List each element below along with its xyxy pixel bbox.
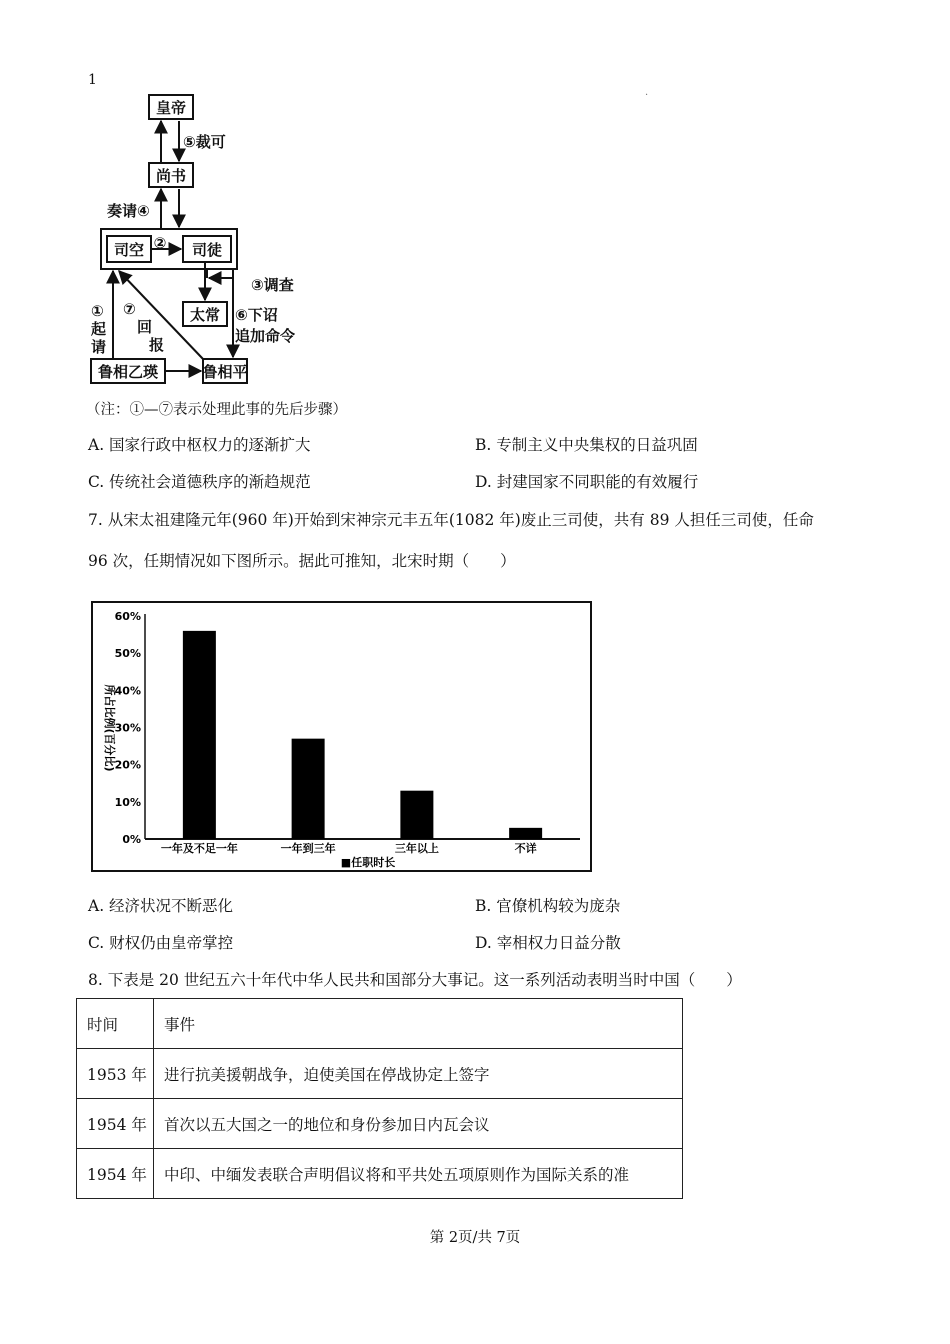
x-tick-label: 不详 bbox=[514, 842, 537, 855]
header-time: 时间 bbox=[77, 999, 154, 1049]
row-event: 进行抗美援朝战争，迫使美国在停战协定上签字 bbox=[154, 1049, 683, 1099]
bar bbox=[183, 631, 216, 839]
diagram-note: （注：①—⑦表示处理此事的先后步骤） bbox=[86, 402, 347, 418]
bar bbox=[400, 791, 433, 839]
page-footer: 第 2页/共 7页 bbox=[429, 1230, 521, 1246]
label-step2: ② bbox=[153, 234, 167, 252]
label-step1-b: 请 bbox=[91, 338, 107, 356]
table-row bbox=[77, 1049, 683, 1099]
row-event: 首次以五大国之一的地位和身份参加日内瓦会议 bbox=[154, 1099, 683, 1149]
term-duration-bar-chart bbox=[90, 600, 594, 875]
q8-stem: 8. 下表是 20 世纪五六十年代中华人民共和国部分大事记。这一系列活动表明当时中国（ ） bbox=[88, 971, 742, 989]
label-step7-b: 报 bbox=[149, 336, 165, 354]
label-step7-a: 回 bbox=[137, 318, 153, 336]
box-label-emperor: 皇帝 bbox=[155, 99, 187, 117]
q7-option-d[interactable]: D. 宰相权力日益分散 bbox=[475, 934, 621, 952]
label-step6b: 追加命令 bbox=[235, 327, 296, 345]
label-step1-num: ① bbox=[91, 302, 104, 320]
row-time: 1954 年 bbox=[77, 1099, 154, 1149]
q6-option-c[interactable]: C. 传统社会道德秩序的渐趋规范 bbox=[88, 473, 311, 491]
q7-stem-line2: 96 次，任期情况如下图所示。据此可推知，北宋时期（ ） bbox=[88, 552, 516, 570]
y-tick-label: 30% bbox=[114, 721, 141, 735]
y-tick-label: 10% bbox=[114, 795, 141, 809]
table-row bbox=[77, 1149, 683, 1199]
box-label-taichang: 太常 bbox=[189, 306, 221, 324]
label-step6a: ⑥下诏 bbox=[235, 306, 278, 324]
y-tick-label: 50% bbox=[114, 647, 141, 661]
box-label-situ: 司徒 bbox=[191, 241, 223, 259]
label-step7-num: ⑦ bbox=[123, 300, 136, 318]
x-tick-label: 三年以上 bbox=[394, 842, 439, 855]
header-event: 事件 bbox=[154, 999, 683, 1049]
box-label-lu-yiying: 鲁相乙瑛 bbox=[97, 363, 159, 381]
x-axis-label: ■任职时长 bbox=[340, 856, 396, 869]
y-tick-label: 0% bbox=[122, 833, 141, 846]
box-label-sikong: 司空 bbox=[113, 241, 145, 259]
q7-stem-line1: 7. 从宋太祖建隆元年(960 年)开始到宋神宗元丰五年(1082 年)废止三司使，共有 89 人担任三司使，任命 bbox=[88, 511, 814, 529]
box-label-lu-ping: 鲁相平 bbox=[202, 363, 248, 381]
label-step3: ③调查 bbox=[251, 276, 294, 294]
q6-option-b[interactable]: B. 专制主义中央集权的日益巩固 bbox=[475, 436, 698, 454]
y-tick-label: 20% bbox=[114, 758, 141, 772]
y-tick-label: 40% bbox=[114, 684, 141, 698]
q6-option-d[interactable]: D. 封建国家不同职能的有效履行 bbox=[475, 473, 699, 491]
bar bbox=[292, 739, 325, 839]
row-time: 1953 年 bbox=[77, 1049, 154, 1099]
events-table bbox=[76, 998, 683, 1199]
row-time: 1954 年 bbox=[77, 1149, 154, 1199]
label-step5: ⑤裁可 bbox=[183, 133, 226, 151]
bar bbox=[509, 828, 542, 839]
process-flow-diagram bbox=[85, 88, 325, 388]
label-step4: 奏请④ bbox=[107, 202, 150, 220]
table-header-row bbox=[77, 999, 683, 1049]
y-axis-label: 所占比例(百分比) bbox=[103, 684, 116, 772]
q7-option-b[interactable]: B. 官僚机构较为庞杂 bbox=[475, 897, 621, 915]
x-tick-label: 一年到三年 bbox=[280, 842, 336, 855]
table-row bbox=[77, 1099, 683, 1149]
page-marker: 1 bbox=[88, 72, 97, 88]
q7-option-a[interactable]: A. 经济状况不断恶化 bbox=[88, 897, 234, 915]
dot-mark: · bbox=[645, 90, 649, 101]
x-tick-label: 一年及不足一年 bbox=[160, 842, 238, 855]
label-step1-a: 起 bbox=[91, 320, 107, 338]
row-event: 中印、中缅发表联合声明倡议将和平共处五项原则作为国际关系的准 bbox=[154, 1149, 683, 1199]
box-label-shangshu: 尚书 bbox=[155, 167, 187, 185]
q6-option-a[interactable]: A. 国家行政中枢权力的逐渐扩大 bbox=[88, 436, 311, 454]
q7-option-c[interactable]: C. 财权仍由皇帝掌控 bbox=[88, 934, 234, 952]
y-tick-label: 60% bbox=[114, 610, 141, 623]
